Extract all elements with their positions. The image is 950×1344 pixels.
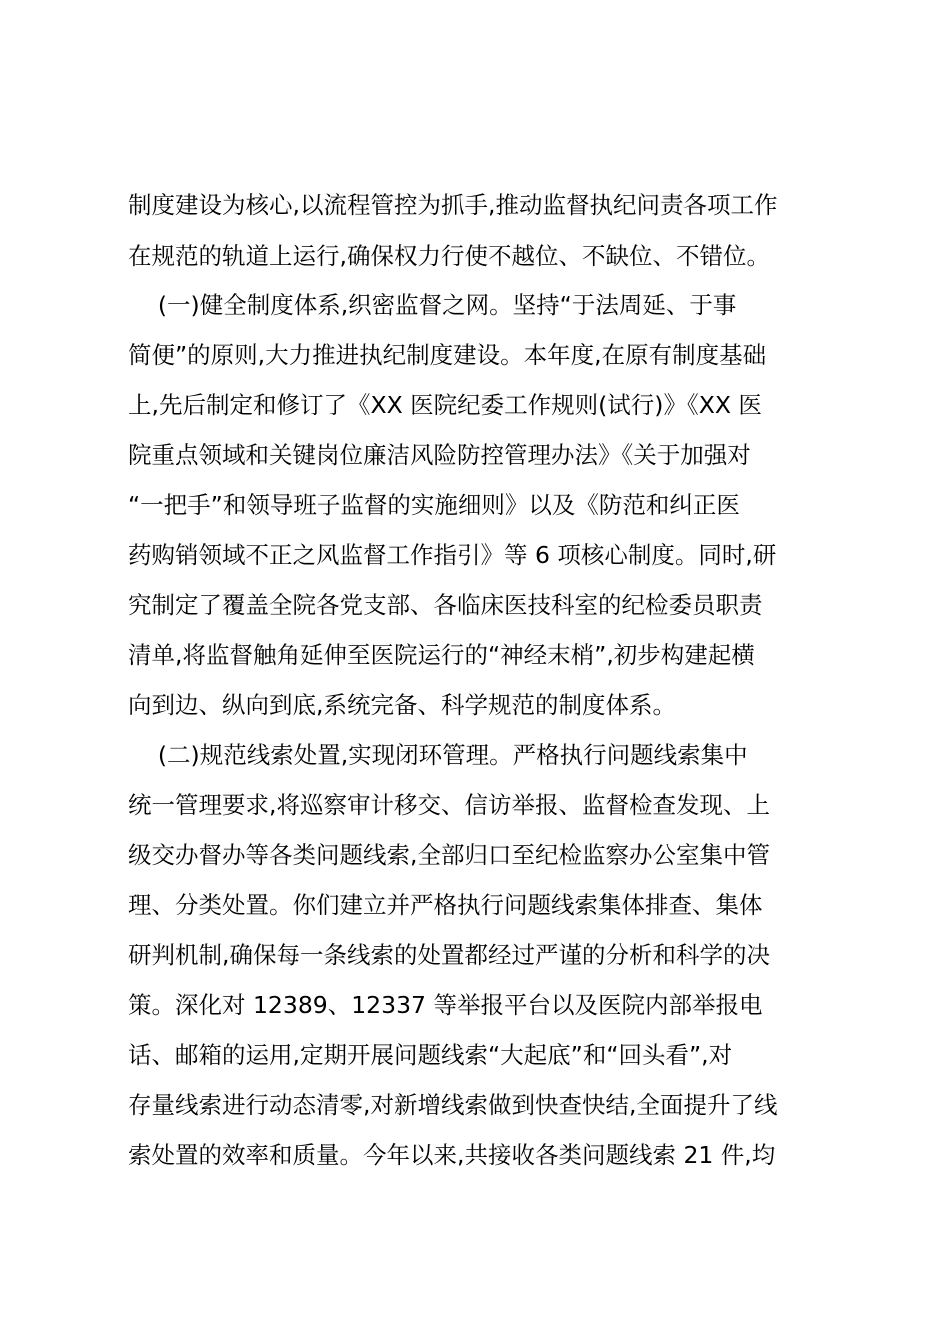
- text-line: 院重点领域和关键岗位廉洁风险防控管理办法》《关于加强对: [128, 441, 751, 469]
- text-line: 简便”的原则,大力推进执纪制度建设。本年度,在原有制度基础: [128, 341, 767, 369]
- text-line: 话、邮箱的运用,定期开展问题线索“大起底”和“回头看”,对: [128, 1041, 733, 1069]
- text-line: 究制定了覆盖全院各党支部、各临床医技科室的纪检委员职责: [128, 591, 763, 619]
- text-line: “一把手”和领导班子监督的实施细则》以及《防范和纠正医: [128, 491, 740, 519]
- text-line: 制度建设为核心,以流程管控为抓手,推动监督执纪问责各项工作: [128, 191, 778, 219]
- text-line: 在规范的轨道上运行,确保权力行使不越位、不缺位、不错位。: [128, 242, 770, 270]
- text-line: 理、分类处置。你们建立并严格执行问题线索集体排查、集体: [128, 891, 763, 919]
- text-line: 清单,将监督触角延伸至医院运行的“神经末梢”,初步构建起横: [128, 641, 755, 669]
- text-line: 上,先后制定和修订了《XX 医院纪委工作规则(试行)》《XX 医: [128, 391, 762, 419]
- paragraph-heading-line: (一)健全制度体系,织密监督之网。坚持“于法周延、于事: [128, 291, 737, 319]
- paragraph-heading-line: (二)规范线索处置,实现闭环管理。严格执行问题线索集中: [128, 741, 748, 769]
- text-line: 索处置的效率和质量。今年以来,共接收各类问题线索 21 件,均: [128, 1141, 776, 1169]
- text-line: 级交办督办等各类问题线索,全部归口至纪检监察办公室集中管: [128, 841, 770, 869]
- text-line: 药购销领域不正之风监督工作指引》等 6 项核心制度。同时,研: [128, 541, 777, 569]
- text-line: 存量线索进行动态清零,对新增线索做到快查快结,全面提升了线: [128, 1091, 778, 1119]
- text-line: 策。深化对 12389、12337 等举报平台以及医院内部举报电: [128, 991, 763, 1019]
- text-line: 向到边、纵向到底,系统完备、科学规范的制度体系。: [128, 691, 676, 719]
- text-line: 统一管理要求,将巡察审计移交、信访举报、监督检查发现、上: [128, 791, 770, 819]
- text-line: 研判机制,确保每一条线索的处置都经过严谨的分析和科学的决: [128, 941, 770, 969]
